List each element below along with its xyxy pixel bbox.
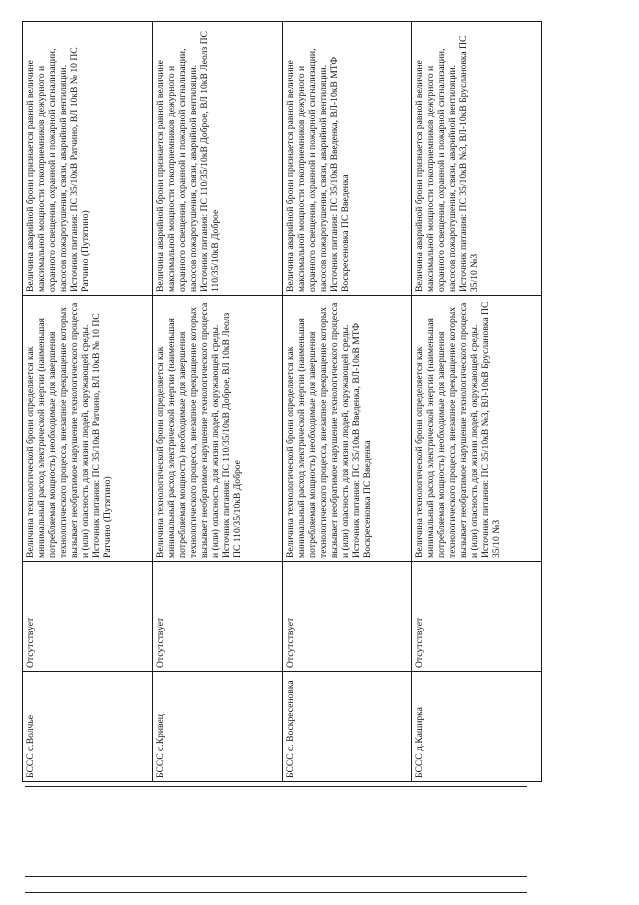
emergency-reserve-cell: Величина аварийной брони признается равной величине максимальной мощности токоприемников дежурного и охранного освещения, охранной и пожарной сигнализации, насосов пожаротушения, связи, аварийной вентиляции. Источник питания: ПС 35/10кВ №3, ВЛ-10кВ Бруслановка ПС 35/10 №3 <box>412 22 542 296</box>
rotated-table-container <box>22 22 542 782</box>
technological-reserve-cell: Величина технологической брони определяется как минимальный расход электрической энергии (наименьшая потребляемая мощность) необходимые для завершения технологического процесса, внезапное прекращение которых вызывает необратимое нарушение технологического процесса и (или) опасность для жизни людей, окружающей среды. Источник питания: ПС 35/10кВ №3, ВЛ-10кВ Бруслановка ПС 35/10 №3 <box>412 296 542 562</box>
table-row <box>412 22 542 782</box>
emergency-reserve-cell: Величина аварийной брони признается равной величине максимальной мощности токоприемников дежурного и охранного освещения, охранной и пожарной сигнализации, насосов пожаротушения, связи, аварийной вентиляции. Источник питания: ПС 110/35/10кВ Доброе, ВЛ 10кВ Леолз ПС 110/35/10кВ Доброе <box>152 22 282 296</box>
object-name-cell: БССС с.Волчье <box>23 672 153 782</box>
separator-line <box>25 876 527 877</box>
status-cell: Отсутствует <box>282 562 412 672</box>
table-row <box>23 22 153 782</box>
object-name-cell: БССС д.Каширка <box>412 672 542 782</box>
separator-line <box>25 786 527 787</box>
emergency-reserve-cell: Величина аварийной брони признается равной величине максимальной мощности токоприемников дежурного и охранного освещения, охранной и пожарной сигнализации, насосов пожаротушения, связи, аварийной вентиляции. Источник питания: ПС 35/10кВ Ратчино, ВЛ 10кВ № 10 ПС Ратчино (Путятино) <box>23 22 153 296</box>
separator-line <box>25 892 527 893</box>
table-row <box>282 22 412 782</box>
status-cell: Отсутствует <box>412 562 542 672</box>
status-cell: Отсутствует <box>23 562 153 672</box>
status-cell: Отсутствует <box>152 562 282 672</box>
reservation-table <box>22 21 542 782</box>
technological-reserve-cell: Величина технологической брони определяется как минимальный расход электрической энергии (наименьшая потребляемая мощность) необходимые для завершения технологического процесса, внезапное прекращение которых вызывает необратимое нарушение технологического процесса и (или) опасность для жизни людей, окружающей среды. Источник питания: ПС 35/10кВ Введенка, ВЛ-10кВ МТФ Воскресеновка ПС Введенка <box>282 296 412 562</box>
object-name-cell: БССС с. Воскресеновка <box>282 672 412 782</box>
technological-reserve-cell: Величина технологической брони определяется как минимальный расход электрической энергии (наименьшая потребляемая мощность) необходимые для завершения технологического процесса, внезапное прекращение которых вызывает необратимое нарушение технологического процесса и (или) опасность для жизни людей, окружающей среды. Источник питания: ПС 110/35/10кВ Доброе, ВЛ 10кВ Леолз ПС 110/35/10кВ Доброе <box>152 296 282 562</box>
technological-reserve-cell: Величина технологической брони определяется как минимальный расход электрической энергии (наименьшая потребляемая мощность) необходимые для завершения технологического процесса, внезапное прекращение которых вызывает необратимое нарушение технологического процесса и (или) опасность для жизни людей, окружающей среды. Источник питания: ПС 35/10кВ Ратчино, ВЛ 10кВ № 10 ПС Ратчино (Путятино) <box>23 296 153 562</box>
emergency-reserve-cell: Величина аварийной брони признается равной величине максимальной мощности токоприемников дежурного и охранного освещения, охранной и пожарной сигнализации, насосов пожаротушения, связи, аварийной вентиляции. Источник питания: ПС 35/10кВ Введенка, ВЛ-10кВ МТФ Воскресеновка ПС Введенка <box>282 22 412 296</box>
object-name-cell: БССС с.Кривец <box>152 672 282 782</box>
table-row <box>152 22 282 782</box>
